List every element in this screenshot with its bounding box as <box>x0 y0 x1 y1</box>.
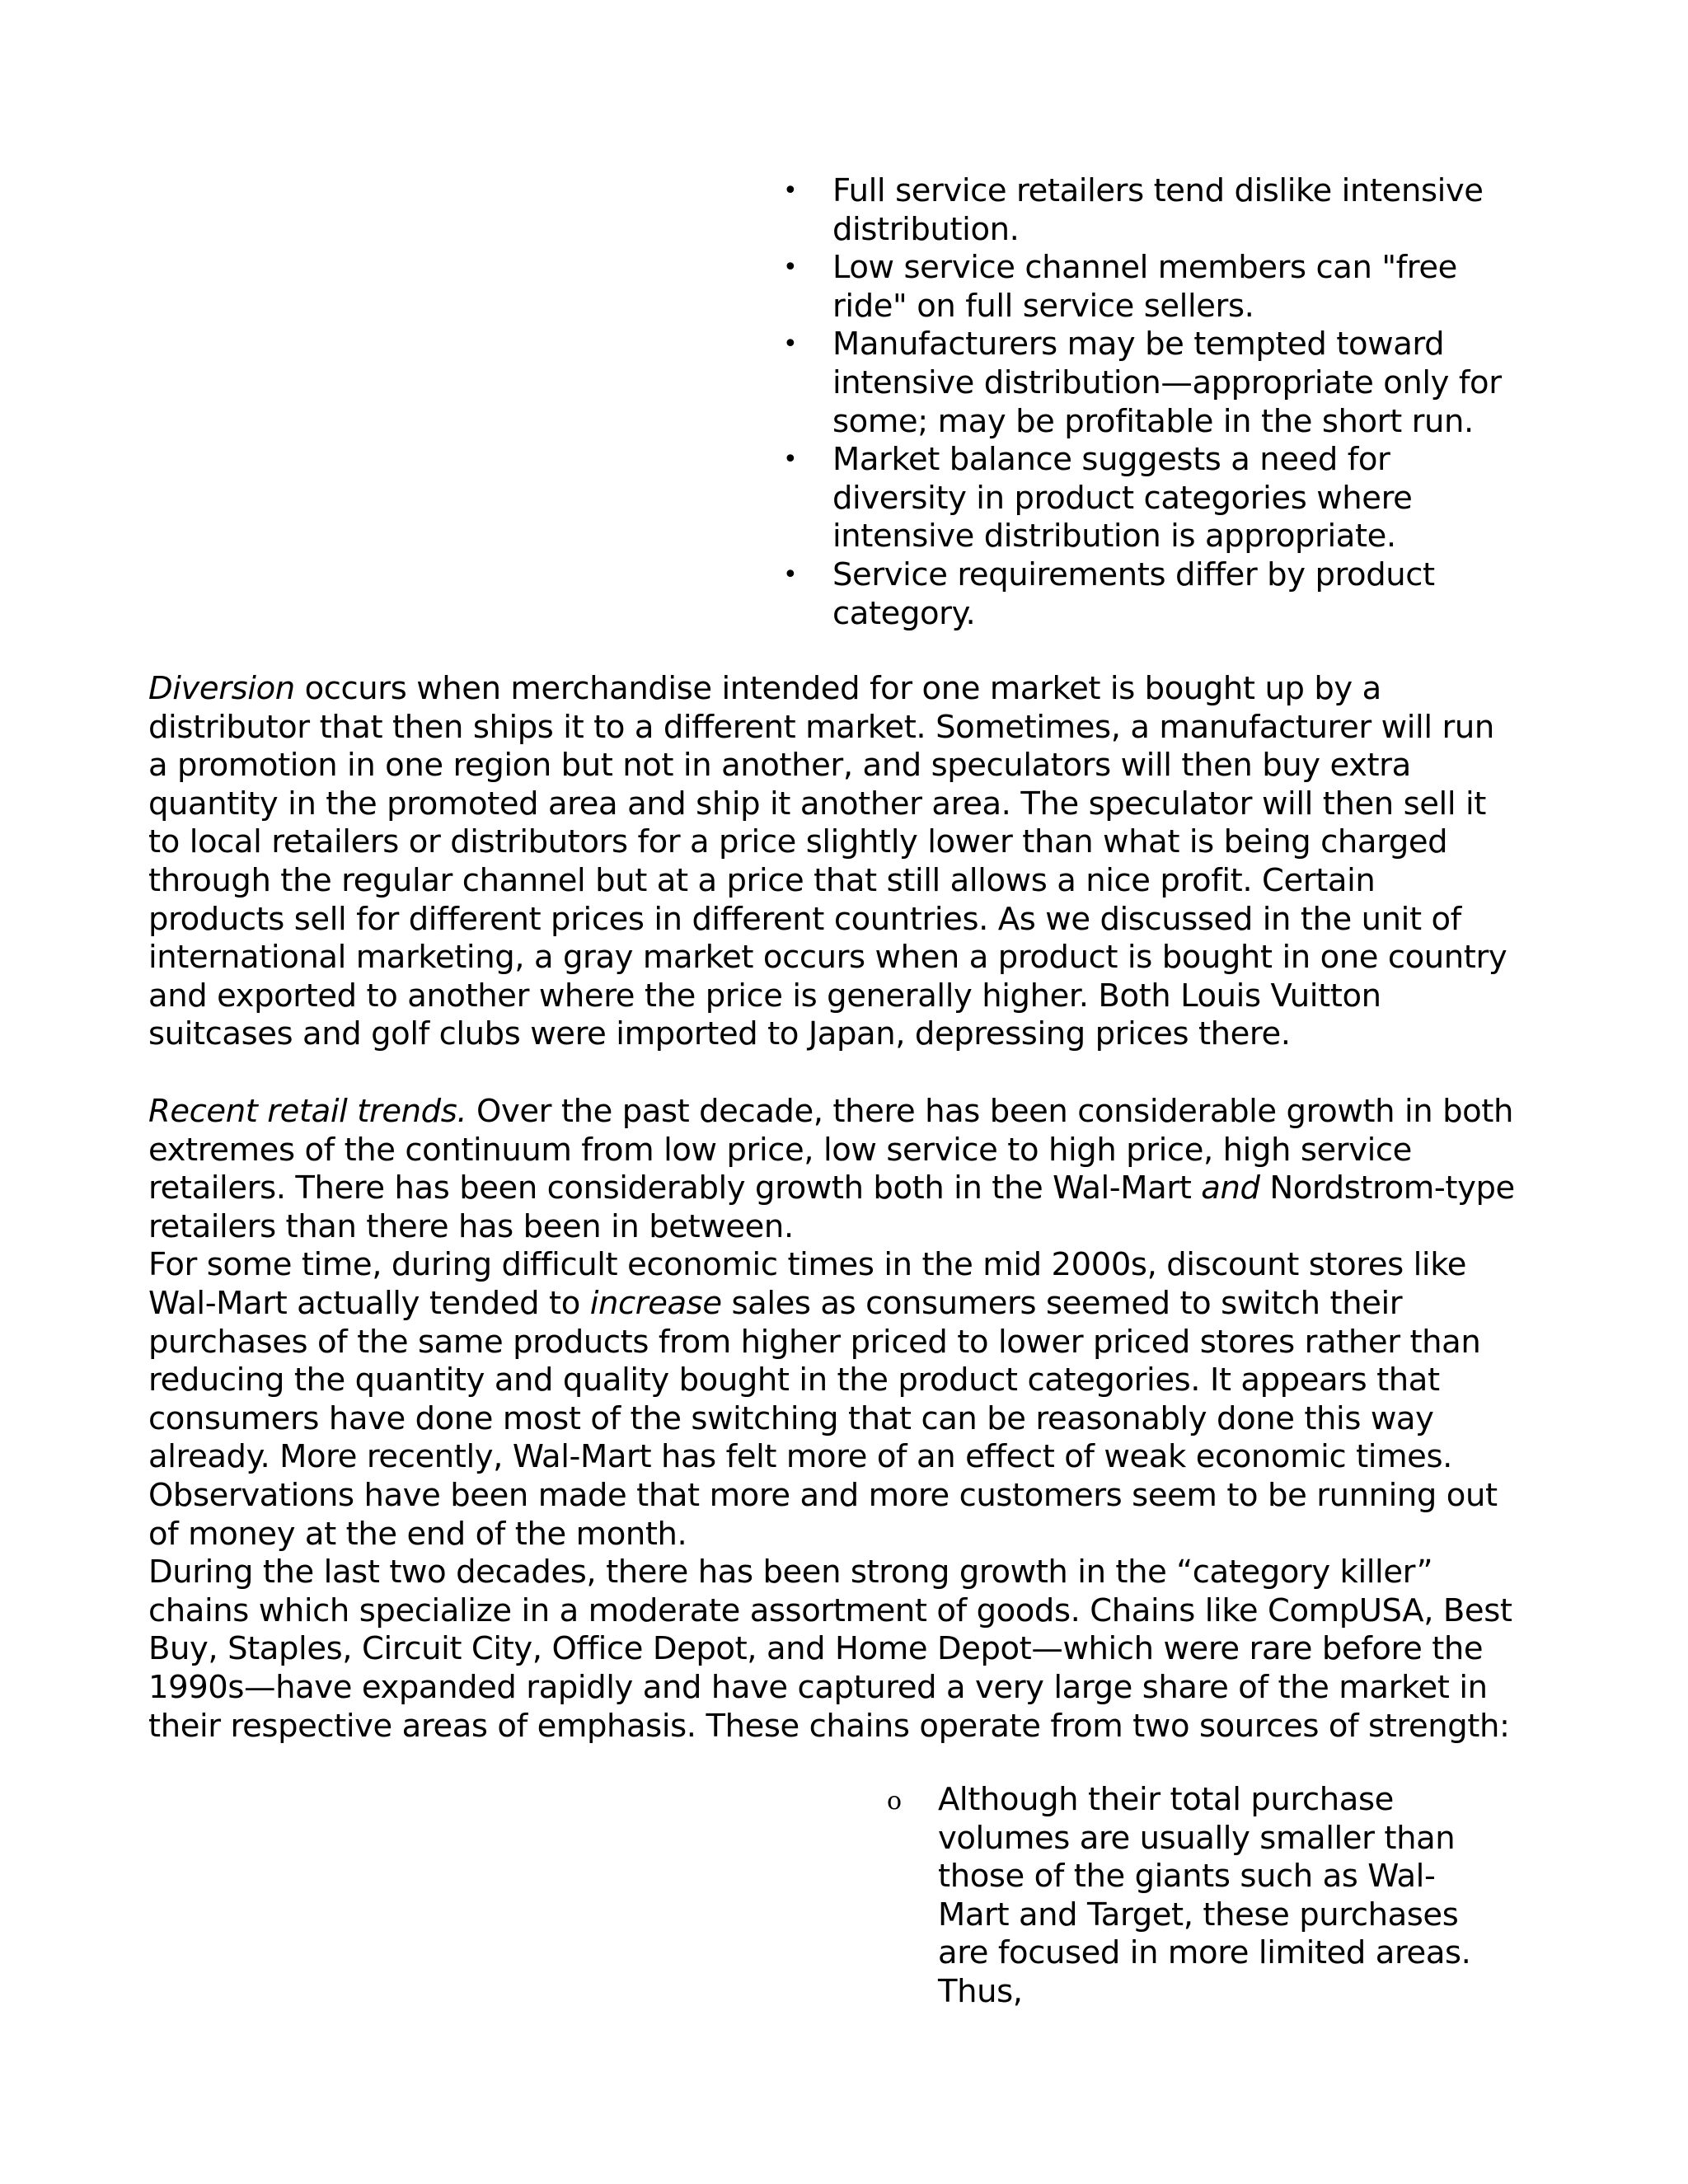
trends-heading: Recent retail trends. <box>148 1093 467 1130</box>
diversion-term: Diversion <box>148 670 295 707</box>
bullet-text: Market balance suggests a need for diversity in product categories where intensive distribution is appropriate. <box>832 441 1413 555</box>
paragraph <box>148 1246 1517 1554</box>
bullet-text: Service requirements differ by product category. <box>832 555 1435 632</box>
bullet-text: Manufacturers may be tempted toward intensive distribution—appropriate only for some; may be profitable in the short run. <box>832 326 1502 440</box>
list-item <box>783 555 1508 633</box>
list-item <box>783 326 1508 441</box>
bullet-marker: • <box>783 560 798 589</box>
bullet-text: Low service channel members can "free ride" on full service sellers. <box>832 249 1457 325</box>
bullet-marker: • <box>783 445 798 475</box>
paragraph-text: During the last two decades, there has been strong growth in the “category killer” chains which specialize in a moderate assortment of goods. Chains like CompUSA, Best Buy, Staples, Circuit City, Office Depot, and Home Depot—which were rare before the 1990s—have expanded rapidly and have captured a very large share of the market in their respective areas of emphasis. These chains operate from two sources of strength: <box>148 1554 1512 1745</box>
bullet-text: Full service retailers tend dislike intensive distribution. <box>832 172 1484 248</box>
paragraph-text: Over the past decade, there has been considerable growth in both extremes of the continuum from low price, low service to high price, high service retailers. There has been considerably growth both in the Wal-Mart <box>148 1093 1513 1207</box>
diversion-paragraph <box>148 670 1517 1054</box>
bullet-marker: • <box>783 330 798 359</box>
list-item <box>887 1781 1498 2012</box>
diversion-text: occurs when merchandise intended for one market is bought up by a distributor that then ships it to a different market. Sometimes, a manufacturer will run a promotion in one region but not in another, and speculators will then buy extra quantity in the promoted area and ship it another area. The speculator will then sell it to local retailers or distributors for a price slightly lower than what is being charged through the regular channel but at a price that still allows a nice profit. Certain products sell for different prices in different countries. As we discussed in the unit of international marketing, a gray market occurs when a product is bought in one country and exported to another where the price is generally higher. Both Louis Vuitton suitcases and golf clubs were imported to Japan, depressing prices there. <box>148 670 1507 1053</box>
bullet-list <box>783 172 1508 633</box>
paragraph-text: Nordstrom-type retailers than there has been in between. <box>148 1169 1515 1245</box>
sub-bullet-list <box>887 1781 1498 2012</box>
retail-trends-section <box>148 1093 1517 1746</box>
bullet-marker: • <box>783 176 798 205</box>
paragraph <box>148 1554 1517 1746</box>
emphasis-text: increase <box>589 1284 722 1322</box>
paragraph <box>148 1093 1517 1246</box>
paragraph <box>148 670 1517 1054</box>
paragraph-text: sales as consumers seemed to switch their purchases of the same products from higher priced to lower priced stores rather than reducing the quantity and quality bought in the product categories. It appears that consumers have done most of the switching that can be reasonably done this way already. More recently, Wal-Mart has felt more of an effect of weak economic times. Observations have been made that more and more customers seem to be running out of money at the end of the month. <box>148 1284 1498 1553</box>
bullet-text: Although their total purchase volumes are usually smaller than those of the giants such as Wal-Mart and Target, these purchases are focused in more limited areas. Thus, <box>938 1781 1471 2010</box>
sub-bullet-marker: o <box>887 1787 902 1816</box>
list-item <box>783 249 1508 326</box>
bullet-marker: • <box>783 253 798 283</box>
emphasis-text: and <box>1201 1169 1260 1207</box>
paragraph-text: For some time, during difficult economic times in the mid 2000s, discount stores like Wal-Mart actually tended to <box>148 1246 1466 1322</box>
list-item <box>783 172 1508 249</box>
list-item <box>783 441 1508 556</box>
